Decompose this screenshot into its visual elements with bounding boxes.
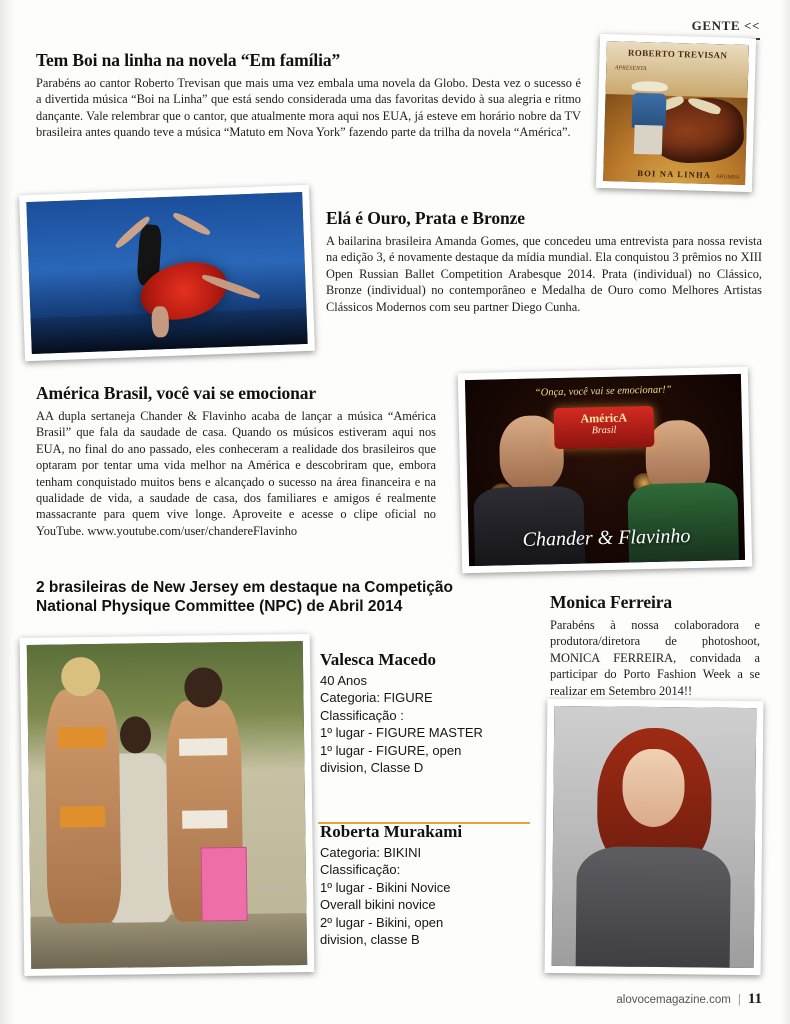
dancer-arm-right <box>171 211 211 237</box>
athlete-left-top <box>58 727 106 749</box>
article-monica-ferreira <box>550 592 760 699</box>
article-america-brasil <box>36 383 436 539</box>
athlete-detail-line: Categoria: FIGURE <box>320 690 433 706</box>
npc-athlete-left <box>44 689 122 923</box>
athlete-details <box>320 672 535 776</box>
cd-album-title: BOI NA LINHA <box>637 167 712 180</box>
athlete-detail-line: 2º lugar - Bikini, open <box>320 914 444 930</box>
athlete-name: Roberta Murakami <box>320 822 463 841</box>
duo-torso-left <box>473 485 585 566</box>
cd-corner-label: ARUMBA <box>715 173 740 181</box>
footer-separator: | <box>737 994 741 1006</box>
athlete-right-head <box>184 668 222 708</box>
article-body: Parabéns ao cantor Roberto Trevisan que mais uma vez embala uma novela da Globo. Desta vez o sucesso é a divertida música “Boi na Linha” que está sendo considerada uma das favoritas devido à sua alegria e ritmo dançante. Vale relembrar que o cantor, que atualmente mora aqui nos EUA, já esteve em horário nobre da TV brasileira antes quando teve a música “Matuto em Nova York” fazendo parte da trilha da novela “América”. <box>36 76 581 140</box>
cd-presents-label: APRESENTA <box>614 65 647 72</box>
article-title: Monica Ferreira <box>550 592 673 612</box>
monica-face <box>622 748 685 827</box>
article-ouro-prata-bronze <box>326 208 762 315</box>
cowboy-shirt <box>632 93 667 129</box>
judge-head <box>120 716 152 753</box>
footer-page-number: 11 <box>747 991 762 1007</box>
athlete-detail-line: division, Classe D <box>320 760 424 776</box>
photo-monica-ferreira <box>545 699 764 975</box>
article-title: Elá é Ouro, Prata e Bronze <box>326 208 525 228</box>
monica-torso <box>576 847 731 968</box>
article-title: Tem Boi na linha na novela “Em família” <box>36 50 341 70</box>
athlete-valesca-block <box>320 650 535 776</box>
npc-section-heading <box>36 578 526 616</box>
athlete-detail-line: 1º lugar - FIGURE MASTER <box>320 725 483 741</box>
duo-tagline: “Onça, você vai se emocionar!” <box>534 384 672 399</box>
athlete-detail-line: Classificação: <box>320 862 401 878</box>
article-body: AA dupla sertaneja Chander & Flavinho acaba de lançar a música “América Brasil” que fala da saudade de casa. Quando os músicos estiveram aqui nos EUA, no final do ano passado, eles conheceram a realidade dos brasileiros que optaram por tentar uma vida melhor na América e descobriram que, embora tenham conquistado muitos bens e alcançado o sucesso na área financeira e na qualidade de vida, a saudade de casa, dos familiares e amigos é realmente massacrante para quem vive longe. Aproveite e acesse o clipe oficial no YouTube. www.youtube.com/user/chandereFlavinho <box>36 409 436 538</box>
athlete-detail-line: 1º lugar - Bikini Novice <box>320 879 451 895</box>
athlete-detail-line: 40 Anos <box>320 673 367 688</box>
npc-stage-background <box>27 641 307 969</box>
athlete-roberta-block <box>320 822 535 948</box>
cowboy-hat-icon <box>632 81 668 92</box>
footer-website: alovocemagazine.com <box>616 994 731 1006</box>
athlete-details <box>320 844 535 948</box>
article-title: América Brasil, você vai se emocionar <box>36 383 317 403</box>
athlete-detail-line: division, classe B <box>320 932 420 948</box>
section-label: GENTE << <box>691 18 760 33</box>
article-body: Parabéns à nossa colaboradora e produtora/diretora de photoshoot, MONICA FERREIRA, convidada a participar do Porto Fashion Week a se realizar em Setembro 2014!! <box>550 618 760 698</box>
page-footer <box>616 991 762 1008</box>
athlete-detail-line: Overall bikini novice <box>320 897 436 913</box>
photo-npc-competitors <box>20 634 315 976</box>
athlete-left-bottom <box>60 806 105 828</box>
photo-chander-flavinho <box>458 367 752 574</box>
logo-line-2: Brasil <box>591 424 617 437</box>
athlete-detail-line: Categoria: BIKINI <box>320 845 422 860</box>
monica-background <box>552 706 757 968</box>
photo-inner <box>552 706 757 968</box>
america-brasil-logo <box>554 406 654 449</box>
article-boi-na-linha <box>36 50 581 141</box>
dancer-leg-support <box>152 306 170 337</box>
duo-background <box>465 374 745 566</box>
duo-signature: Chander & Flavinho <box>522 525 691 551</box>
npc-pink-poster <box>201 847 248 921</box>
npc-title-line-1: 2 brasileiras de New Jersey em destaque na Competição <box>36 579 453 596</box>
logo-line-1: AméricA <box>580 410 628 426</box>
photo-inner <box>26 192 307 354</box>
athlete-right-top <box>179 738 227 756</box>
ballet-stage-background <box>26 192 307 354</box>
npc-title-line-2: National Physique Committee (NPC) de Abril 2014 <box>36 598 403 615</box>
duo-torso-right <box>627 482 739 563</box>
section-header <box>692 18 760 34</box>
photo-roberto-trevisan-cd <box>596 34 756 192</box>
athlete-detail-line: Classificação : <box>320 707 404 723</box>
cd-artist-name: ROBERTO TREVISAN <box>627 47 728 61</box>
athlete-name: Valesca Macedo <box>320 650 436 669</box>
athlete-left-head <box>61 657 100 697</box>
athlete-right-bottom <box>182 811 227 829</box>
cowboy-legs <box>634 125 662 155</box>
athlete-detail-line: 1º lugar - FIGURE, open <box>320 742 462 758</box>
photo-inner <box>603 41 749 185</box>
article-body: A bailarina brasileira Amanda Gomes, que concedeu uma entrevista para nossa revista na edição 3, é novamente destaque da mídia mundial. Ela conquistou 3 prêmios no XIII Open Russian Ballet Competition Arabesque 2014. Prata (individual) no Clássico, Bronze (individual) no contemporâneo e Medalha de Ouro como Melhores Artistas Clássicos Modernos com seu partner Diego Cunha. <box>326 234 762 314</box>
photo-ballet-amanda-gomes <box>19 185 315 362</box>
cd-cover-art <box>603 41 749 185</box>
photo-inner <box>465 374 745 566</box>
cowboy-figure <box>627 81 672 155</box>
photo-inner <box>27 641 307 969</box>
